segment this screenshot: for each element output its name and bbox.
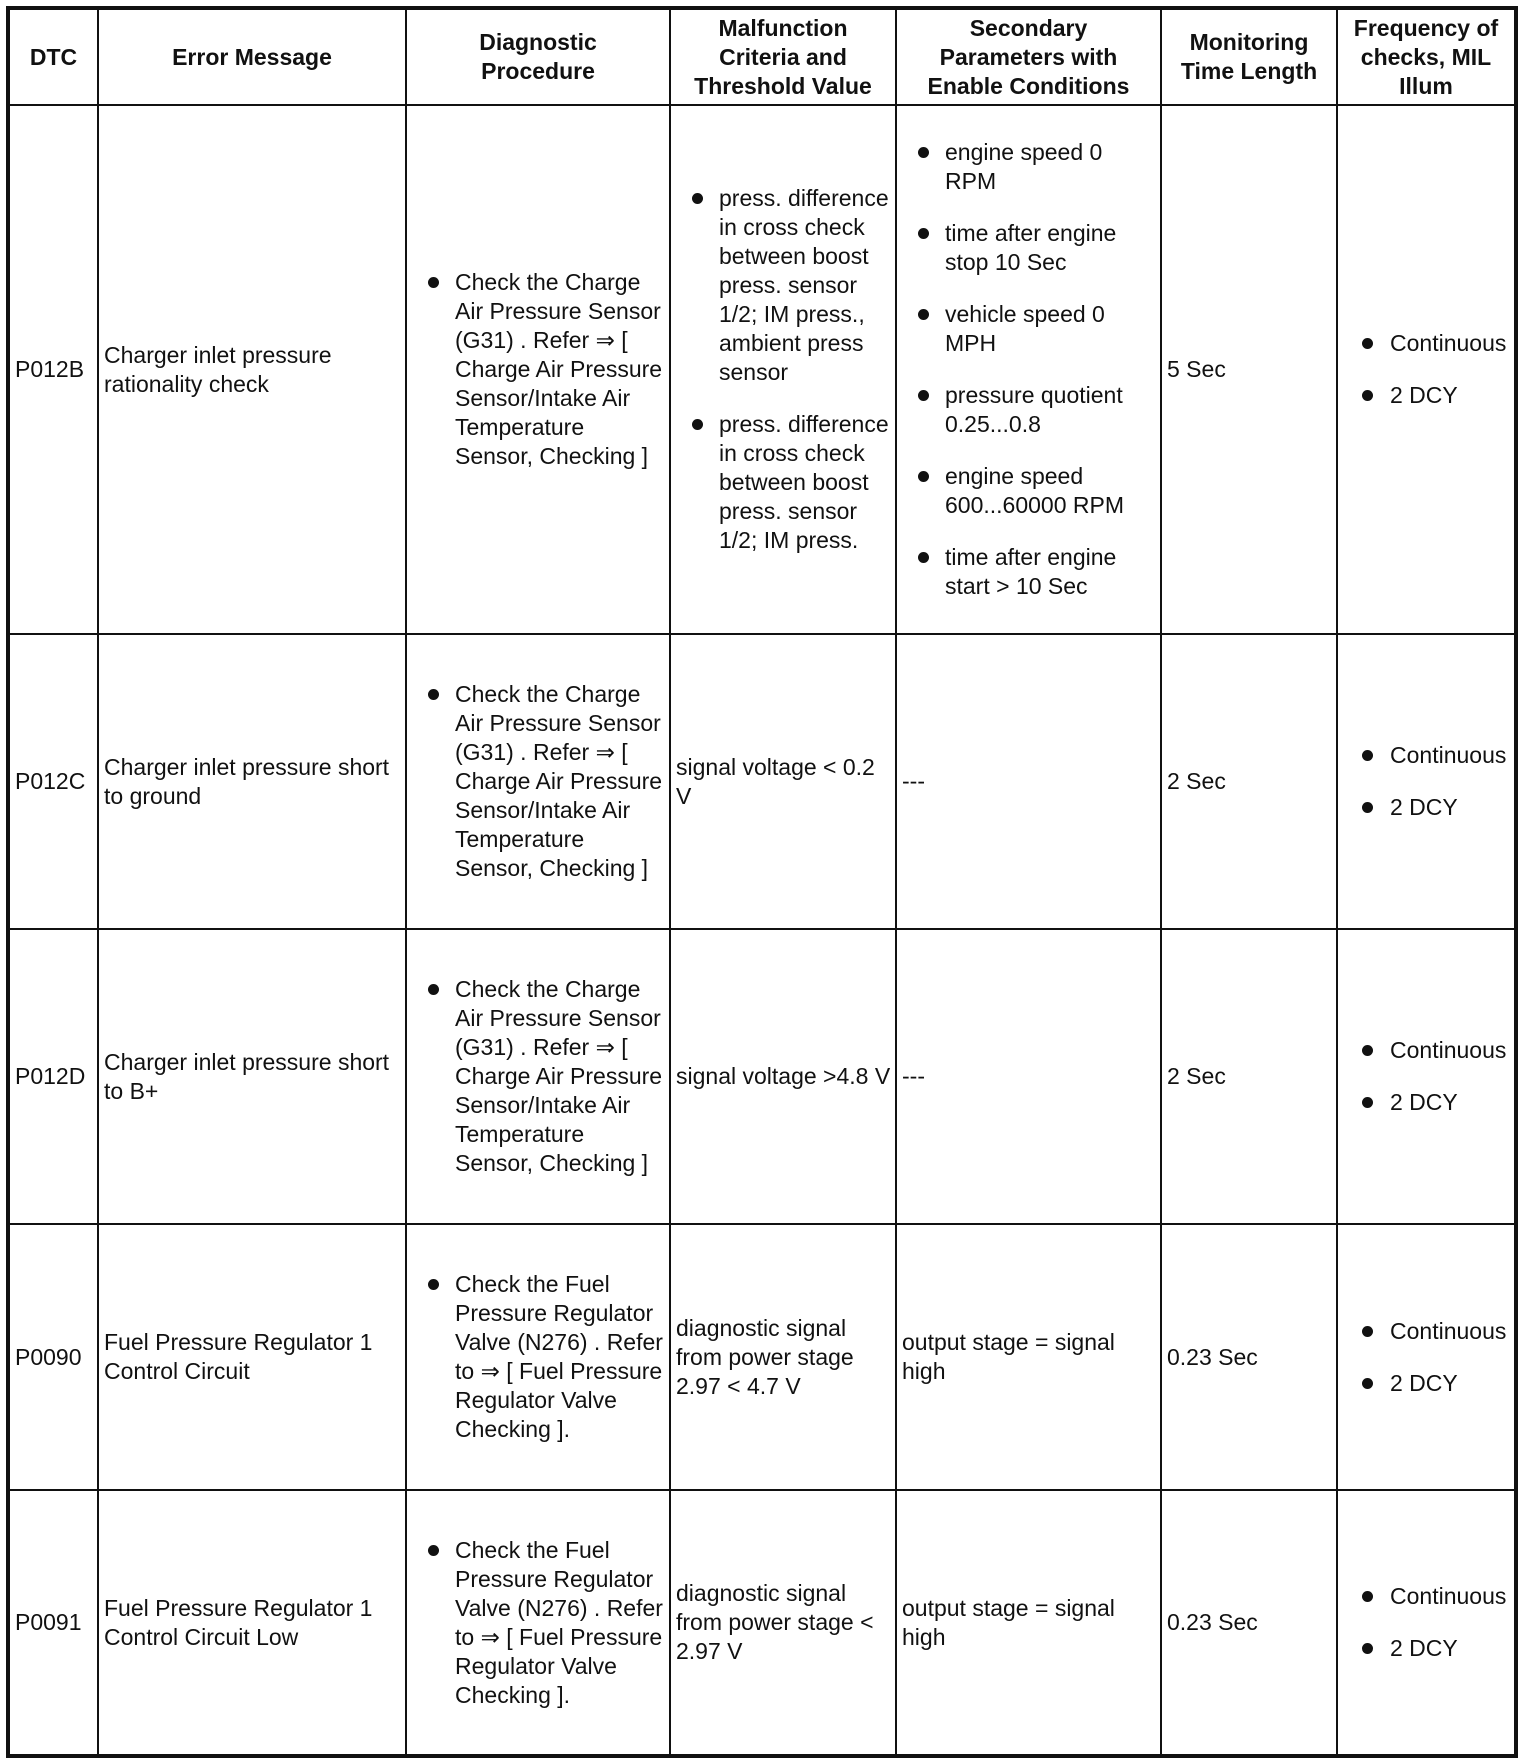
monitoring-time-cell: 2 Sec: [1161, 634, 1337, 929]
diagnostic-procedure-cell: [406, 1490, 670, 1756]
dtc-table: [6, 6, 1518, 1758]
table-row: [8, 1490, 1516, 1756]
error-message-cell: Fuel Pressure Regulator 1 Control Circuit: [98, 1224, 406, 1490]
table-row: [8, 1224, 1516, 1490]
monitoring-time-cell: 0.23 Sec: [1161, 1224, 1337, 1490]
frequency-cell: [1337, 929, 1516, 1224]
secondary-parameters-cell: ---: [896, 929, 1161, 1224]
error-message-cell: Charger inlet pressure short to ground: [98, 634, 406, 929]
bullet-item: Continuous: [1338, 1317, 1509, 1346]
diagnostic-procedure-cell: [406, 929, 670, 1224]
dtc-cell: P012B: [8, 105, 98, 634]
bullet-item: 2 DCY: [1338, 793, 1509, 822]
diagnostic-procedure-cell: [406, 634, 670, 929]
header-monitoring-time: Monitoring Time Length: [1161, 8, 1337, 105]
dtc-cell: P0091: [8, 1490, 98, 1756]
bullet-item: 2 DCY: [1338, 1369, 1509, 1398]
bullet-item: Continuous: [1338, 1036, 1509, 1065]
bullet-item: Check the Charge Air Pressure Sensor (G31) . Refer ⇒ [ Charge Air Pressure Sensor/Intake Air Temperature Sensor, Checking ]: [407, 975, 665, 1178]
bullet-item: Check the Fuel Pressure Regulator Valve (N276) . Refer to ⇒ [ Fuel Pressure Regulator Valve Checking ].: [407, 1270, 665, 1444]
header-frequency: Frequency of checks, MIL Illum: [1337, 8, 1516, 105]
bullet-item: 2 DCY: [1338, 1088, 1509, 1117]
bullet-item: Continuous: [1338, 741, 1509, 770]
dtc-cell: P012D: [8, 929, 98, 1224]
diagnostic-procedure-cell: [406, 105, 670, 634]
table-row: [8, 105, 1516, 634]
bullet-item: Check the Charge Air Pressure Sensor (G31) . Refer ⇒ [ Charge Air Pressure Sensor/Intake Air Temperature Sensor, Checking ]: [407, 268, 665, 471]
secondary-parameters-cell: [896, 105, 1161, 634]
bullet-item: time after engine start > 10 Sec: [897, 543, 1156, 601]
bullet-item: vehicle speed 0 MPH: [897, 300, 1156, 358]
bullet-item: Continuous: [1338, 1582, 1509, 1611]
frequency-cell: [1337, 634, 1516, 929]
header-error-message: Error Message: [98, 8, 406, 105]
secondary-parameters-cell: output stage = signal high: [896, 1224, 1161, 1490]
bullet-item: Check the Fuel Pressure Regulator Valve (N276) . Refer to ⇒ [ Fuel Pressure Regulator Valve Checking ].: [407, 1536, 665, 1710]
header-dtc: DTC: [8, 8, 98, 105]
header-malfunction-criteria: Malfunction Criteria and Threshold Value: [670, 8, 896, 105]
secondary-parameters-cell: output stage = signal high: [896, 1490, 1161, 1756]
secondary-parameters-cell: ---: [896, 634, 1161, 929]
bullet-item: 2 DCY: [1338, 381, 1509, 410]
frequency-cell: [1337, 1490, 1516, 1756]
malfunction-criteria-cell: signal voltage >4.8 V: [670, 929, 896, 1224]
header-secondary-parameters: Secondary Parameters with Enable Conditions: [896, 8, 1161, 105]
malfunction-criteria-cell: [670, 105, 896, 634]
bullet-item: press. difference in cross check between boost press. sensor 1/2; IM press.: [671, 410, 891, 555]
bullet-item: engine speed 0 RPM: [897, 138, 1156, 196]
header-row: [8, 8, 1516, 105]
diagnostic-procedure-cell: [406, 1224, 670, 1490]
dtc-cell: P0090: [8, 1224, 98, 1490]
malfunction-criteria-cell: diagnostic signal from power stage 2.97 < 4.7 V: [670, 1224, 896, 1490]
bullet-item: engine speed 600...60000 RPM: [897, 462, 1156, 520]
header-diagnostic-procedure: Diagnostic Procedure: [406, 8, 670, 105]
bullet-item: pressure quotient 0.25...0.8: [897, 381, 1156, 439]
bullet-item: Continuous: [1338, 329, 1509, 358]
bullet-item: 2 DCY: [1338, 1634, 1509, 1663]
bullet-item: Check the Charge Air Pressure Sensor (G31) . Refer ⇒ [ Charge Air Pressure Sensor/Intake Air Temperature Sensor, Checking ]: [407, 680, 665, 883]
monitoring-time-cell: 0.23 Sec: [1161, 1490, 1337, 1756]
frequency-cell: [1337, 105, 1516, 634]
error-message-cell: Charger inlet pressure rationality check: [98, 105, 406, 634]
malfunction-criteria-cell: signal voltage < 0.2 V: [670, 634, 896, 929]
table-row: [8, 634, 1516, 929]
table-row: [8, 929, 1516, 1224]
frequency-cell: [1337, 1224, 1516, 1490]
bullet-item: press. difference in cross check between boost press. sensor 1/2; IM press., ambient press sensor: [671, 184, 891, 387]
monitoring-time-cell: 2 Sec: [1161, 929, 1337, 1224]
malfunction-criteria-cell: diagnostic signal from power stage < 2.97 V: [670, 1490, 896, 1756]
error-message-cell: Charger inlet pressure short to B+: [98, 929, 406, 1224]
monitoring-time-cell: 5 Sec: [1161, 105, 1337, 634]
error-message-cell: Fuel Pressure Regulator 1 Control Circuit Low: [98, 1490, 406, 1756]
dtc-table-container: [6, 6, 1514, 1758]
dtc-cell: P012C: [8, 634, 98, 929]
bullet-item: time after engine stop 10 Sec: [897, 219, 1156, 277]
